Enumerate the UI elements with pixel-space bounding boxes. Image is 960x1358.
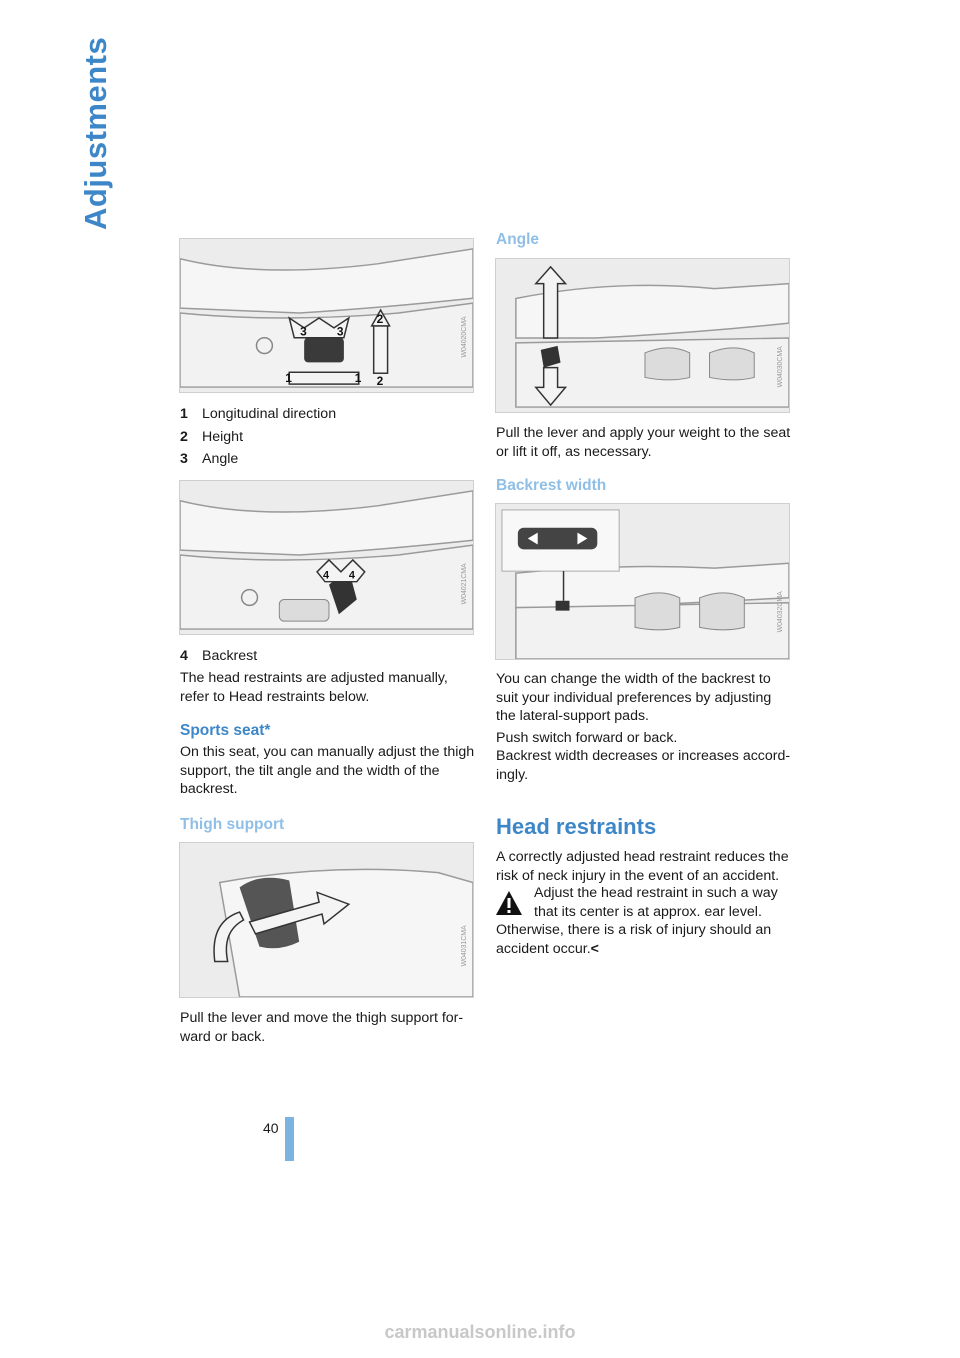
legend-list-2 <box>180 647 480 666</box>
backrest-width-heading: Backrest width <box>496 477 607 494</box>
head-restraints-heading: Head restraints <box>496 814 657 839</box>
svg-text:W04021CMA: W04021CMA <box>461 563 469 605</box>
thigh-support-figure <box>179 842 474 998</box>
head-restraint-note: The head restraints are adjusted manually, refer to Head restraints below. <box>180 670 448 705</box>
svg-text:1: 1 <box>285 371 292 386</box>
end-mark: < <box>590 940 599 957</box>
backrest-width-text-1: You can change the width of the backrest to suit your individual preferences by adjusting the lateral-support pads. <box>496 671 772 724</box>
angle-figure <box>495 258 790 413</box>
svg-text:4: 4 <box>348 569 355 582</box>
thigh-support-text: Pull the lever and move the thigh support forward or back. <box>180 1010 464 1045</box>
svg-text:3: 3 <box>336 324 344 339</box>
angle-text: Pull the lever and apply your weight to the seat or lift it off, as necessary. <box>496 425 791 460</box>
svg-text:2: 2 <box>376 374 384 389</box>
page-number: 40 <box>263 1120 279 1136</box>
svg-text:3: 3 <box>300 324 307 339</box>
backrest-width-text-2: Push switch forward or back. <box>496 730 678 746</box>
thigh-support-heading: Thigh support <box>180 816 285 833</box>
legend-list-1 <box>180 405 480 469</box>
backrest-width-figure <box>495 503 790 660</box>
backrest-width-text-3: Backrest width decreases or increases accordingly. <box>496 748 791 783</box>
svg-text:W04032CMA: W04032CMA <box>777 591 785 633</box>
legend-item: 1 Longitudinal direction <box>180 406 337 422</box>
seat-adjust-figure-2 <box>179 480 474 635</box>
svg-text:W04031CMA: W04031CMA <box>461 925 469 967</box>
svg-text:2: 2 <box>376 311 384 326</box>
seat-adjust-figure-1 <box>179 238 474 393</box>
svg-text:1: 1 <box>354 371 362 386</box>
section-title: Adjustments <box>78 36 113 230</box>
warning-text: Adjust the head restraint in such a way that its center is at approx. ear level. Otherwise, there is a risk of injury should an accident occur.< <box>496 885 778 957</box>
svg-text:4: 4 <box>323 569 330 582</box>
page-bar <box>285 1117 294 1161</box>
angle-heading: Angle <box>496 231 540 248</box>
legend-item: 2 Height <box>180 428 244 445</box>
footer-watermark: carmanualsonline.info <box>384 1322 576 1342</box>
svg-text:W04020CMA: W04020CMA <box>461 316 469 358</box>
legend-item: 4 Backrest <box>180 648 258 664</box>
head-restraints-text: A correctly adjusted head restraint reduces the risk of neck injury in the event of an accident. <box>496 849 789 884</box>
legend-item: 3 Angle <box>180 451 239 467</box>
sports-seat-heading: Sports seat* <box>180 722 271 739</box>
svg-text:W04030CMA: W04030CMA <box>777 346 785 388</box>
sports-seat-text: On this seat, you can manually adjust the thigh support, the tilt angle and the width of the backrest. <box>180 744 475 797</box>
